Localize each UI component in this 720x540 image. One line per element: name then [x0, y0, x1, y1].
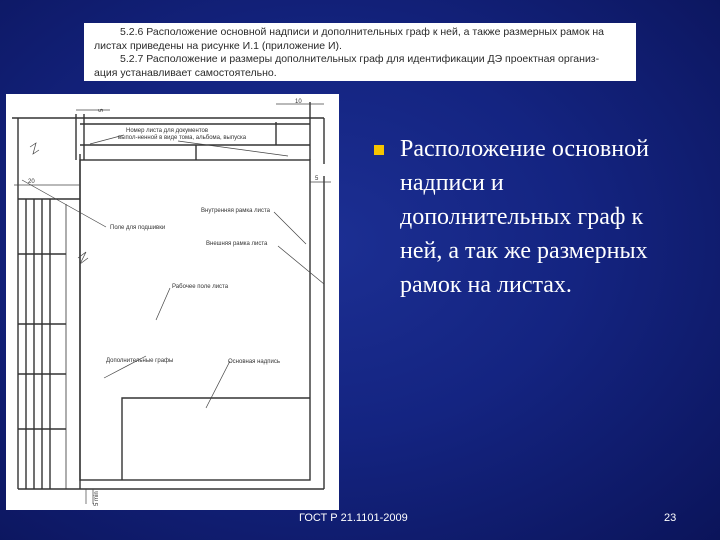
dim-20: 20 [28, 179, 35, 185]
clause-5-2-6-line-2: листах приведены на рисунке И.1 (приложение И). [94, 39, 342, 52]
bullet-square-icon [374, 145, 384, 155]
label-binding-field: Поле для подшивки [110, 225, 166, 231]
clause-5-2-7-line-2: ация устанавливает самостоятельно. [94, 66, 277, 79]
clause-5-2-7-line-1: 5.2.7 Расположение и размеры дополнительных граф для идентификации ДЭ проектная организ- [120, 53, 600, 65]
dim-5-right: 5 [315, 176, 319, 182]
title-block [122, 398, 310, 480]
label-inner-frame: Внутренняя рамка листа [201, 208, 270, 214]
page-number: 23 [664, 512, 677, 524]
dim-5-bottom: 5 min [94, 491, 100, 506]
bullet-item: Расположение основной надписи и дополнительных граф к ней, а так же размерных рамок на листах. [400, 136, 649, 298]
sheet-layout-diagram [6, 94, 339, 510]
label-number-field-2: выпол-ненной в виде тома, альбома, выпуска [118, 135, 247, 141]
inner-frame [80, 160, 310, 480]
dim-5-top: 5 [99, 108, 105, 112]
label-working-field: Рабочее поле листа [172, 284, 229, 290]
sheet-layout-svg [6, 94, 339, 510]
footer-standard: ГОСТ Р 21.1101-2009 [299, 512, 408, 524]
label-extra-columns: Дополнительные графы [106, 358, 174, 364]
standard-text-excerpt [84, 23, 636, 81]
clause-5-2-6-line-1: 5.2.6 Расположение основной надписи и дополнительных граф к ней, а также размерных рамок на [120, 26, 605, 38]
label-title-block: Основная надпись [228, 359, 280, 365]
label-outer-frame: Внешняя рамка листа [206, 241, 268, 247]
dim-10: 10 [295, 99, 302, 105]
label-number-field: Номер листа для документов [126, 128, 209, 134]
